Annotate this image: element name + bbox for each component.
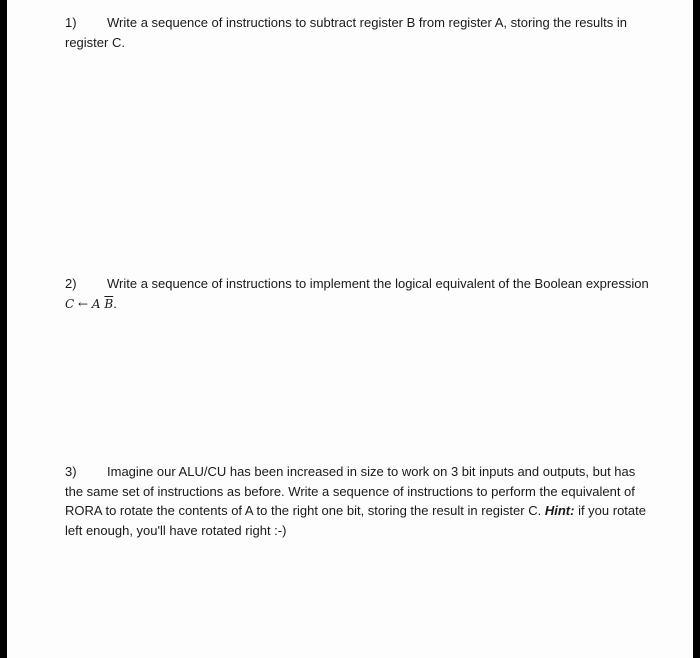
question-3 <box>65 462 655 540</box>
question-2-number: 2) <box>65 276 77 291</box>
expression-lhs: C <box>65 296 75 311</box>
hint-label: Hint: <box>544 503 575 518</box>
document-page <box>7 0 693 658</box>
expression-a: A <box>91 296 101 311</box>
hint-text: if you rotate left enough, you'll have rotated right :-) <box>65 503 646 538</box>
question-2-text: Write a sequence of instructions to implement the logical equivalent of the Boolean expression <box>107 276 649 291</box>
question-1 <box>65 13 655 52</box>
question-3-number: 3) <box>65 464 77 479</box>
boolean-expression <box>65 297 113 311</box>
expression-arrow: ← <box>78 296 89 311</box>
question-1-text: Write a sequence of instructions to subtract register B from register A, storing the results in register C. <box>65 15 627 50</box>
expression-b-complement: $\overline{B}$ <box>104 296 114 311</box>
question-2 <box>65 274 655 314</box>
question-3-text: Imagine our ALU/CU has been increased in size to work on 3 bit inputs and outputs, but has the same set of instructions as before. Write a sequence of instructions to perform the equivalent of RORA to rotate the contents of A to the right one bit, storing the result in register C. <box>65 464 636 518</box>
expression-period: . <box>113 295 117 311</box>
question-1-number: 1) <box>65 15 77 30</box>
